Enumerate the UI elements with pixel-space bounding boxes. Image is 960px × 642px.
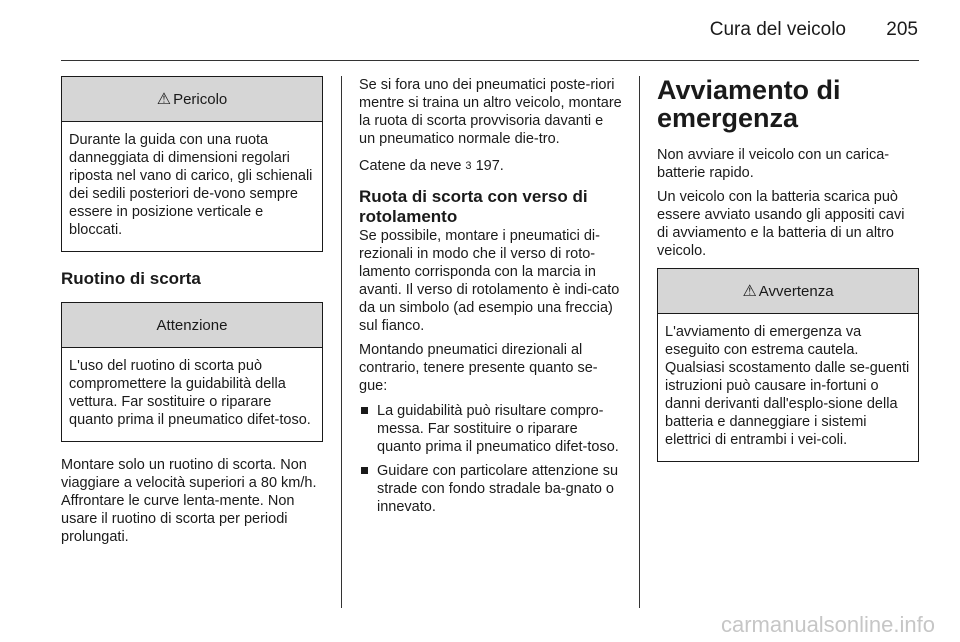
warning-triangle-icon: ⚠ (156, 91, 172, 108)
consequences-list (359, 402, 622, 516)
warning-box-header (658, 269, 918, 314)
directional-paragraph: Se possibile, montare i pneumatici di-rezionali in modo che il verso di roto-lamento corrisponda con la marcia in avanti. Il verso di rotolamento è indi-cato da un simbolo (ad esempio una freccia) sul fianco. (359, 228, 620, 334)
section-heading-jump-start: Avviamento di emergenza (657, 75, 841, 133)
reverse-mount-paragraph: Montando pneumatici direzionali al contrario, tenere presente quanto se-gue: (359, 342, 598, 394)
towing-paragraph: Se si fora uno dei pneumatici poste-riori mentre si traina un altro veicolo, montare la ruota di scorta provvisoria davanti e un pneumatico normale die-tro. (359, 77, 622, 147)
caution-box (61, 302, 323, 442)
warning-box (657, 268, 919, 462)
caution-box-body: L'uso del ruotino di scorta può compromettere la guidabilità della vettura. Far sostituire o riparare quanto prima il pneumatico difet-toso. (69, 358, 311, 428)
header-divider (61, 60, 919, 61)
column-3 (657, 76, 919, 462)
header-title: Cura del veicolo (709, 19, 846, 40)
column-1 (61, 76, 323, 546)
danger-box-title: Pericolo (173, 90, 228, 108)
danger-box (61, 76, 323, 252)
column-divider (341, 76, 342, 608)
danger-box-body: Durante la guida con una ruota danneggiata di dimensioni regolari riposta nel vano di carico, gli schienali dei sedili posteriori de-vono sempre essere in posizione verticale e bloccati. (69, 132, 313, 238)
warning-box-body: L'avviamento di emergenza va eseguito con estrema cautela. Qualsiasi scostamento dalle se-guenti istruzioni può causare in-fortuni o danni derivanti dall'esplo-sione della batteria e danneggiare i sistemi elettrici di entrambi i vei-coli. (665, 324, 910, 448)
snow-chains-text: Catene da neve (359, 158, 462, 174)
list-item: Guidare con particolare attenzione su strade con fondo stradale ba-gnato o innevato. (359, 462, 622, 516)
section-heading-spare-wheel: Ruotino di scorta (61, 269, 201, 288)
danger-box-header (62, 77, 322, 122)
column-2 (359, 76, 622, 516)
caution-box-header (62, 303, 322, 348)
list-item: La guidabilità può risultare compro-messa. Far sostituire o riparare quanto prima il pneumatico difet-toso. (359, 402, 622, 456)
spare-wheel-paragraph: Montare solo un ruotino di scorta. Non viaggiare a velocità superiori a 80 km/h. Affrontare le curve lenta-mente. Non usare il ruotino di scorta per periodi prolungati. (61, 457, 317, 545)
page-number: 205 (886, 19, 918, 40)
warning-triangle-icon: ⚠ (742, 283, 757, 300)
snow-chains-reference (359, 157, 622, 175)
snow-chains-page: 197. (475, 158, 504, 174)
jump-cables-paragraph: Un veicolo con la batteria scarica può essere avviato usando gli appositi cavi di avviamento e la batteria di un altro veicolo. (657, 189, 905, 259)
no-charger-paragraph: Non avviare il veicolo con un carica-batterie rapido. (657, 147, 890, 181)
section-heading-directional-spare: Ruota di scorta con verso di rotolamento (359, 187, 588, 226)
caution-box-title: Attenzione (156, 316, 228, 334)
column-divider (639, 76, 640, 608)
watermark: carmanualsonline.info (720, 612, 935, 637)
warning-box-title: Avvertenza (758, 282, 834, 300)
page-reference-arrow-icon: 3 (465, 160, 472, 172)
